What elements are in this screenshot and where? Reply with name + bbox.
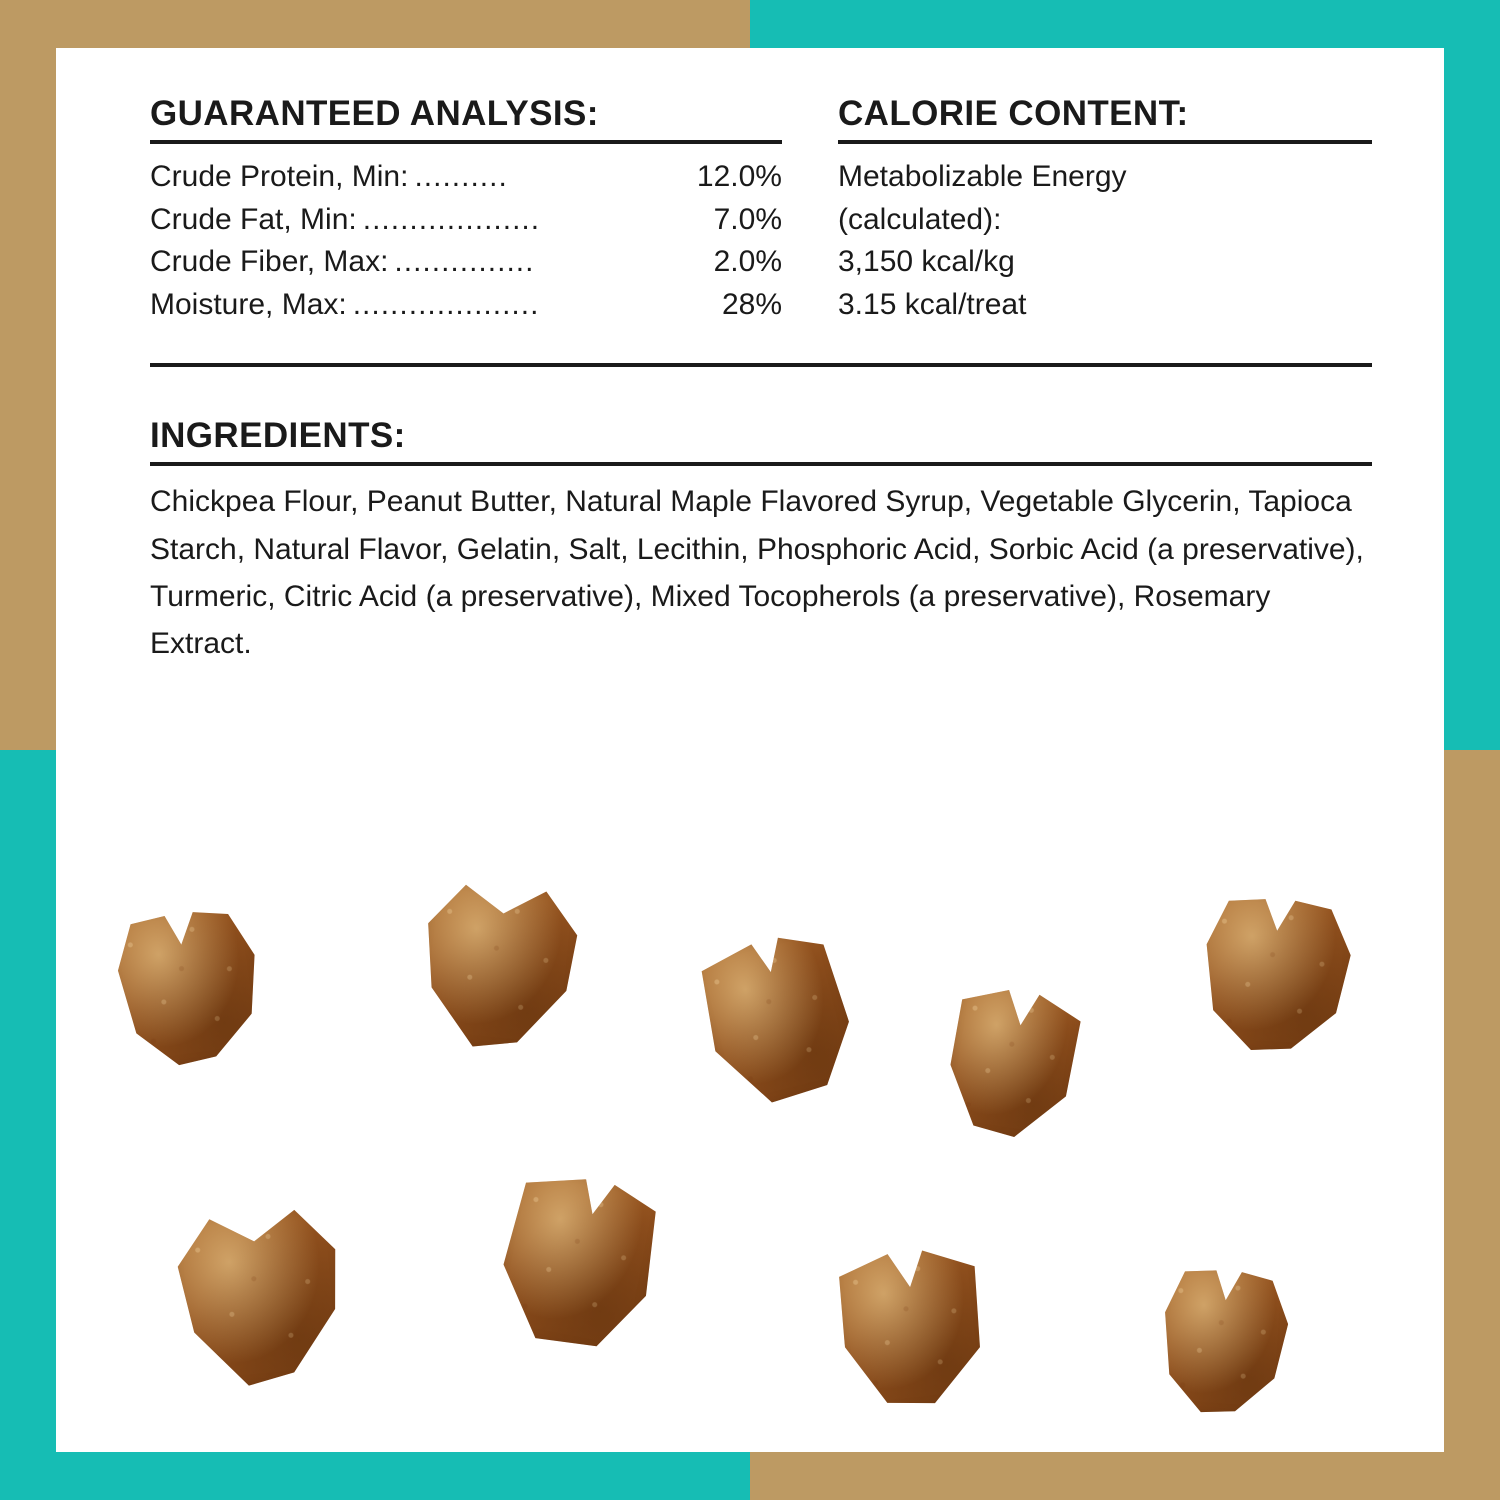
treat-texture xyxy=(97,890,277,1080)
calorie-line: 3,150 kcal/kg xyxy=(838,245,1015,279)
ingredients-divider xyxy=(150,462,1372,466)
analysis-value: 2.0% xyxy=(713,245,782,279)
analysis-dots: .......... xyxy=(414,160,508,194)
treat-texture xyxy=(681,914,871,1122)
treats-photo xyxy=(56,838,1444,1452)
analysis-value: 28% xyxy=(721,288,782,322)
analysis-label: Crude Fat, Min: xyxy=(150,202,357,236)
analysis-dots: .................... xyxy=(352,288,540,322)
analysis-label: Crude Protein, Min: xyxy=(150,160,409,194)
ingredients-section xyxy=(150,416,1372,668)
analysis-label: Crude Fiber, Max: xyxy=(150,245,389,279)
nutrition-panel-bottom-divider xyxy=(150,363,1372,367)
calorie-line: Metabolizable Energy xyxy=(838,160,1127,194)
analysis-value: 7.0% xyxy=(713,202,782,236)
dog-treat xyxy=(405,870,590,1063)
calorie-line: 3.15 kcal/treat xyxy=(838,288,1027,322)
table-row xyxy=(150,156,782,199)
analysis-dots: ............... xyxy=(394,245,535,279)
dog-treat xyxy=(97,890,277,1080)
table-row xyxy=(150,199,782,242)
dog-treat xyxy=(681,914,871,1122)
treat-texture xyxy=(930,968,1094,1154)
guaranteed-analysis-section xyxy=(150,94,810,327)
dog-treat xyxy=(480,1154,674,1366)
treat-texture xyxy=(1147,1253,1300,1425)
calorie-content-title: CALORIE CONTENT: xyxy=(838,94,1189,133)
analysis-label: Moisture, Max: xyxy=(150,288,347,322)
analysis-value: 12.0% xyxy=(696,160,782,194)
calorie-content-divider xyxy=(838,140,1372,144)
treat-texture xyxy=(480,1154,674,1366)
analysis-dots: ................... xyxy=(362,202,541,236)
label-card xyxy=(56,48,1444,1452)
treat-texture xyxy=(823,1230,999,1422)
guaranteed-analysis-divider xyxy=(150,140,782,144)
treat-texture xyxy=(405,870,590,1063)
dog-treat xyxy=(930,968,1094,1154)
dog-treat xyxy=(1147,1253,1300,1425)
calorie-content-section xyxy=(810,94,1372,327)
treat-texture xyxy=(162,1197,356,1398)
calorie-line: (calculated): xyxy=(838,202,1002,236)
table-row xyxy=(150,284,782,327)
guaranteed-analysis-title: GUARANTEED ANALYSIS: xyxy=(150,94,599,133)
dog-treat xyxy=(1188,882,1363,1062)
table-row xyxy=(150,241,782,284)
nutrition-panel xyxy=(150,94,1372,327)
dog-treat xyxy=(162,1197,356,1398)
ingredients-title: INGREDIENTS: xyxy=(150,416,406,455)
ingredients-body: Chickpea Flour, Peanut Butter, Natural Maple Flavored Syrup, Vegetable Glycerin, Tapioca Starch, Natural Flavor, Gelatin, Salt, Lecithin, Phosphoric Acid, Sorbic Acid (a preservative), Turmeric, Citric Acid (a preservative), Mixed Tocopherols (a preservative), Rosemary Extract. xyxy=(150,485,1364,661)
treat-texture xyxy=(1188,882,1363,1062)
dog-treat xyxy=(823,1230,999,1422)
